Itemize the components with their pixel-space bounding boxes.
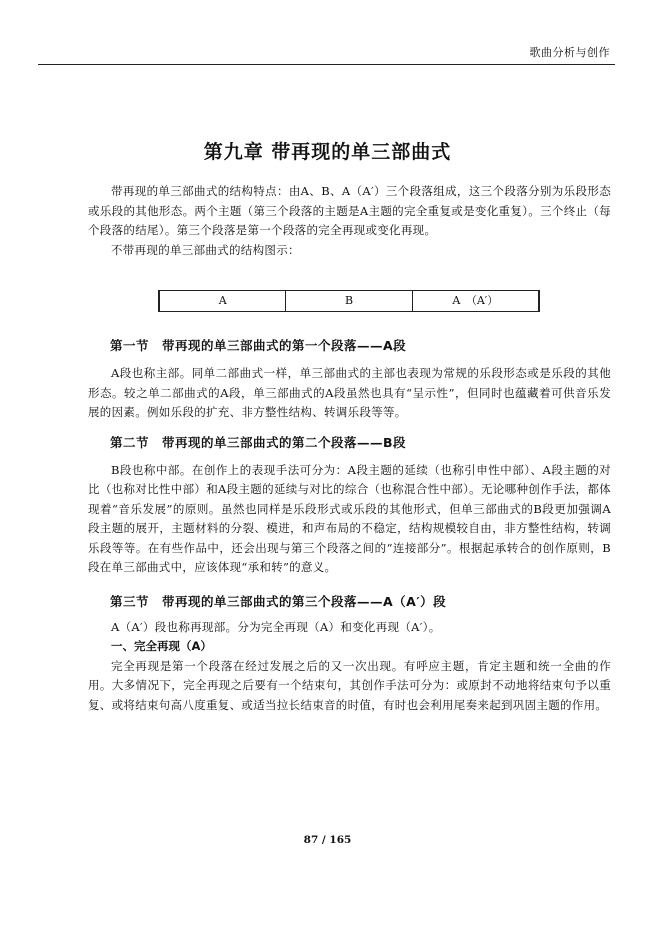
diagram-cell-b: B [286, 291, 412, 311]
diagram-cell-a: A [160, 291, 286, 311]
section-2-paragraph: B段也称中部。在创作上的表现手法可分为：A段主题的延续（也称引申性中部）、A段主题的对比（也称对比性中部）和A段主题的延续与对比的综合（也称混合性中部）。无论哪种创作手法，都体现着“音乐发展”的原则。虽然也同样是乐段形式或乐段的其他形式，但单三部曲式的B段更加强调A段主题的展开，主题材料的分裂、模进，和声布局的不稳定，结构规模较自由，非方整性结构，转调乐段等等。在有些作品中，还会出现与第三个段落之间的“连接部分”。根据起承转合的创作原则，B段在单三部曲式中，应该体现“承和转”的意义。 [88, 462, 611, 574]
section-1-paragraph: A段也称主部。同单二部曲式一样，单三部曲式的主部也表现为常规的乐段形态或是乐段的其他形态。较之单二部曲式的A段，单三部曲式的A段虽然也具有“呈示性”，但同时也蕴藏着可供音乐发展的因素。例如乐段的扩充、非方整性结构、转调乐段等等。 [88, 366, 611, 419]
subheading-complete-recap: 一、完全再现（A） [111, 639, 212, 653]
section-heading-1: 第一节 带再现的单三部曲式的第一个段落——A段 [110, 338, 407, 353]
complete-recap-paragraph: 完全再现是第一个段落在经过发展之后的又一次出现。有呼应主题，肯定主题和统一全曲的作用。大多情况下，完全再现之后要有一个结束句，其创作手法可分为：或原封不动地将结束句予以重复、或将结束句高八度重复、或适当拉长结束音的时值，有时也会利用尾奏来起到巩固主题的作用。 [88, 658, 611, 712]
section-heading-2: 第二节 带再现的单三部曲式的第二个段落——B段 [110, 434, 407, 450]
section-heading-3: 第三节 带再现的单三部曲式的第三个段落——A（A′）段 [110, 593, 447, 609]
page-number: 87 / 165 [303, 834, 352, 846]
header-rule [38, 64, 615, 65]
chapter-title: 第九章 带再现的单三部曲式 [203, 140, 452, 163]
diagram-cell-a-prime: A （A′） [452, 294, 499, 307]
structure-diagram [158, 290, 540, 312]
page-header-title: 歌曲分析与创作 [529, 46, 610, 59]
section-3-paragraph: A（A′）段也称再现部。分为完全再现（A）和变化再现（A′）。 [111, 619, 441, 634]
diagram-caption: 不带再现的单三部曲式的结构图示： [111, 242, 300, 257]
page-content [88, 182, 611, 715]
intro-paragraph: 带再现的单三部曲式的结构特点：由A、B、A（A′）三个段落组成，这三个段落分别为乐段形态或乐段的其他形态。两个主题（第三个段落的主题是A主题的完全重复或是变化重复）。三个终止（每个段落的结尾）。第三个段落是第一个段落的完全再现或变化再现。 [88, 184, 611, 237]
